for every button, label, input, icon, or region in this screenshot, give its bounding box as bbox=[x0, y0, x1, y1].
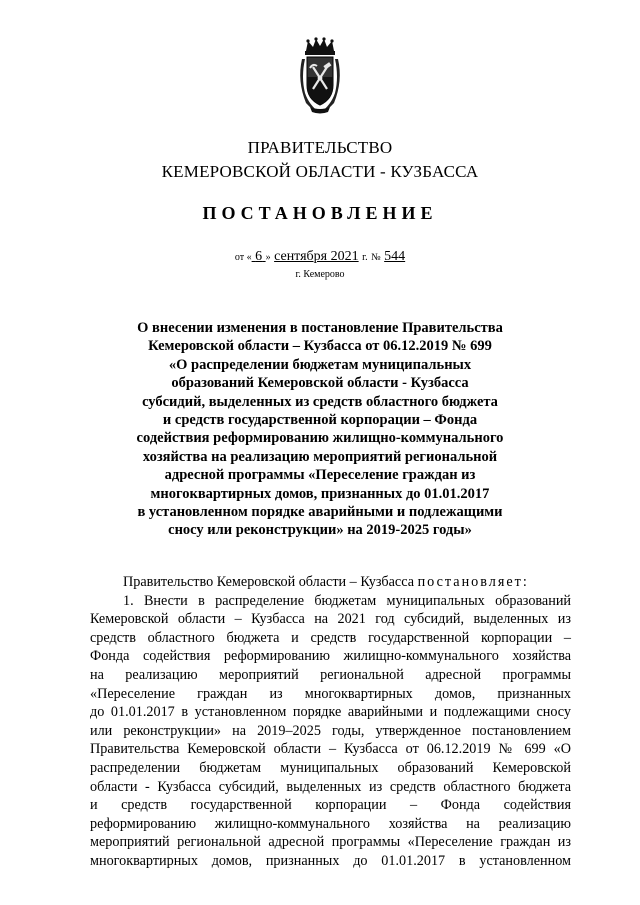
heading-line: содействия реформированию жилищно-коммунального bbox=[136, 430, 504, 447]
body-line: на реализацию мероприятий региональной адресной программы bbox=[90, 666, 571, 683]
body-line: Правительства Кемеровской области – Кузбасса от 06.12.2019 № 699 «О bbox=[90, 741, 571, 758]
body-line: распределении бюджетам муниципальных образований Кемеровской bbox=[90, 759, 571, 776]
body-line: средств областного бюджета и средств государственной корпорации – bbox=[90, 629, 571, 646]
heading-line: адресной программы «Переселение граждан из bbox=[164, 467, 476, 484]
heading-line: хозяйства на реализацию мероприятий региональной bbox=[142, 448, 498, 465]
resolution-heading bbox=[110, 319, 530, 540]
date-day: 6 bbox=[255, 249, 263, 264]
heading-line: Кемеровской области – Кузбасса от 06.12.2019 № 699 bbox=[148, 338, 492, 355]
heading-line: О внесении изменения в постановление Правительства bbox=[137, 320, 503, 336]
heading-line: многоквартирных домов, признанных до 01.01.2017 bbox=[150, 485, 490, 502]
body-line: и средств государственной корпорации – Фонда содействия bbox=[90, 797, 571, 814]
body-intro-keyword: постановляет: bbox=[417, 574, 529, 590]
body-line: Фонда содействия реформированию жилищно-коммунального хозяйства bbox=[90, 648, 571, 665]
body-line: или реконструкции» на 2019–2025 годы, утвержденное постановлением bbox=[90, 722, 571, 739]
body-line: многоквартирных домов, признанных до 01.01.2017 в установленном bbox=[90, 852, 571, 869]
body-line: Кемеровской области – Кузбасса на 2021 год субсидий, выделенных из bbox=[90, 611, 571, 628]
document-type-title: ПОСТАНОВЛЕНИЕ bbox=[202, 203, 438, 223]
government-name-line-2: КЕМЕРОВСКОЙ ОБЛАСТИ - КУЗБАССА bbox=[161, 162, 479, 181]
body-line: до 01.01.2017 в установленном порядке аварийными и подлежащими сносу bbox=[90, 704, 571, 721]
resolution-body bbox=[90, 573, 571, 871]
body-line: мероприятий региональной адресной программы «Переселение граждан из bbox=[90, 834, 571, 851]
heading-line: и средств государственной корпорации – Фонда bbox=[162, 412, 478, 429]
heading-line: в установленном порядке аварийными и подлежащими bbox=[137, 504, 503, 521]
heading-line: сносу или реконструкции» на 2019-2025 годы» bbox=[168, 522, 472, 539]
body-line: области - Кузбасса субсидий, выделенных из средств областного бюджета bbox=[90, 778, 571, 795]
date-from-label: от « bbox=[234, 252, 252, 263]
date-day-close: » bbox=[265, 252, 271, 263]
body-intro: Правительство Кемеровской области – Кузбасса постановляет: bbox=[123, 574, 529, 590]
body-line: 1. Внести в распределение бюджетам муниципальных образований bbox=[123, 592, 571, 609]
body-line: реформированию жилищно-коммунального хозяйства на реализацию bbox=[90, 815, 571, 832]
government-name-line-1: ПРАВИТЕЛЬСТВО bbox=[247, 138, 393, 157]
city-label: г. Кемерово bbox=[295, 269, 345, 280]
resolution-number: 544 bbox=[384, 249, 406, 264]
heading-line: «О распределении бюджетам муниципальных bbox=[168, 356, 472, 373]
number-label: № bbox=[371, 252, 381, 263]
heading-line: субсидий, выделенных из средств областного бюджета bbox=[142, 393, 498, 410]
date-month-year: сентября 2021 bbox=[274, 249, 359, 264]
coat-of-arms-icon bbox=[296, 37, 344, 115]
heading-line: образований Кемеровской области - Кузбасса bbox=[171, 375, 469, 392]
resolution-date-number bbox=[0, 249, 640, 265]
body-line: «Переселение граждан из многоквартирных домов, признанных bbox=[90, 685, 571, 702]
date-year-suffix: г. bbox=[362, 252, 368, 263]
